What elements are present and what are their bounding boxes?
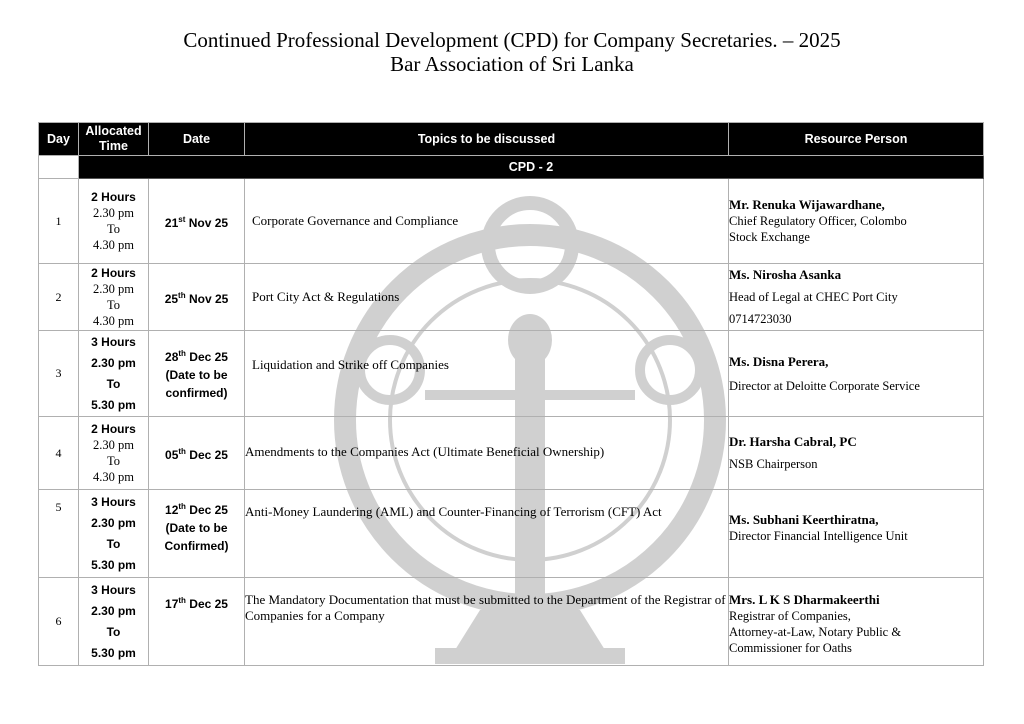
time-cell	[79, 578, 149, 666]
date-cell	[149, 179, 245, 264]
time-cell	[79, 490, 149, 578]
date-day: 25	[164, 291, 179, 306]
time-to: To	[106, 222, 120, 236]
person-cell	[729, 417, 984, 490]
section-blank-cell	[39, 156, 79, 179]
person-name: Dr. Harsha Cabral, PC	[729, 434, 857, 449]
time-hours: 3 Hours	[91, 334, 136, 349]
date-cell	[149, 264, 245, 331]
date-suffix: th	[178, 502, 186, 511]
day-cell: 1	[39, 179, 79, 264]
time-cell	[79, 417, 149, 490]
time-end: 5.30 pm	[91, 645, 136, 660]
column-header-allocated-time	[79, 123, 149, 156]
person-cell	[729, 578, 984, 666]
person-detail: Attorney-at-Law, Notary Public &	[729, 625, 902, 639]
person-name: Ms. Nirosha Asanka	[729, 267, 842, 282]
person-detail: 0714723030	[729, 312, 792, 326]
time-hours: 3 Hours	[91, 494, 136, 509]
cpd-schedule-table	[38, 122, 984, 666]
date-cell	[149, 331, 245, 417]
date-month: Dec 25	[185, 503, 228, 517]
time-end: 4.30 pm	[93, 314, 134, 328]
date-note: (Date to be	[165, 521, 228, 535]
date-suffix: th	[178, 290, 186, 300]
table-row	[39, 179, 984, 264]
person-cell	[729, 331, 984, 417]
table-row	[39, 578, 984, 666]
time-start: 2.30 pm	[93, 206, 134, 220]
time-hours: 2 Hours	[91, 190, 136, 204]
person-detail: Stock Exchange	[729, 230, 810, 244]
time-end: 4.30 pm	[93, 238, 134, 252]
date-cell	[149, 490, 245, 578]
table-row	[39, 417, 984, 490]
date-note: (Date to be	[165, 368, 228, 382]
column-header-topics: Topics to be discussed	[245, 123, 729, 156]
date-day: 21	[164, 215, 179, 230]
day-cell: 6	[39, 578, 79, 666]
time-hours: 2 Hours	[91, 266, 136, 280]
date-month: Nov 25	[185, 215, 229, 230]
time-hours: 2 Hours	[91, 422, 136, 436]
person-cell	[729, 264, 984, 331]
section-row	[39, 156, 984, 179]
section-label: CPD - 2	[79, 156, 984, 179]
time-cell	[79, 179, 149, 264]
date-month: Dec 25	[185, 597, 228, 611]
person-detail: Commissioner for Oaths	[729, 641, 852, 655]
date-suffix: th	[178, 446, 186, 456]
time-hours: 3 Hours	[91, 582, 136, 597]
date-cell	[149, 578, 245, 666]
column-header-time-line2: Time	[99, 139, 128, 153]
time-to: To	[106, 376, 121, 391]
person-name: Ms. Subhani Keerthiratna,	[729, 512, 879, 527]
time-start: 2.30 pm	[93, 438, 134, 452]
time-start: 2.30 pm	[91, 515, 136, 530]
time-end: 4.30 pm	[93, 470, 134, 484]
column-header-time-line1: Allocated	[85, 124, 142, 138]
time-to: To	[106, 536, 121, 551]
date-month: Nov 25	[185, 291, 229, 306]
date-suffix: th	[178, 596, 186, 605]
date-day: 05	[165, 447, 179, 462]
person-detail: Registrar of Companies,	[729, 609, 851, 623]
date-suffix: th	[178, 349, 186, 358]
column-header-date: Date	[149, 123, 245, 156]
person-cell	[729, 490, 984, 578]
topic-cell: Amendments to the Companies Act (Ultimate Beneficial Ownership)	[245, 417, 729, 490]
person-detail: Director Financial Intelligence Unit	[729, 529, 908, 543]
date-month: Dec 25	[185, 447, 228, 462]
time-start: 2.30 pm	[91, 355, 136, 370]
table-header-row	[39, 123, 984, 156]
date-note: confirmed)	[165, 386, 228, 400]
time-cell	[79, 331, 149, 417]
table-row	[39, 331, 984, 417]
person-name: Ms. Disna Perera,	[729, 353, 829, 369]
topic-cell: Liquidation and Strike off Companies	[245, 331, 729, 417]
person-detail: NSB Chairperson	[729, 457, 818, 471]
topic-cell: Corporate Governance and Compliance	[245, 179, 729, 264]
day-cell: 5	[39, 490, 79, 578]
time-to: To	[106, 298, 120, 312]
document-header	[0, 28, 1024, 76]
table-row	[39, 490, 984, 578]
time-to: To	[106, 454, 120, 468]
day-cell: 3	[39, 331, 79, 417]
time-start: 2.30 pm	[93, 282, 134, 296]
topic-cell: The Mandatory Documentation that must be submitted to the Department of the Registrar of Companies for a Company	[245, 578, 729, 666]
document-title: Continued Professional Development (CPD) for Company Secretaries. – 2025	[183, 28, 841, 52]
date-month: Dec 25	[185, 350, 228, 364]
person-name: Mr. Renuka Wijawardhane,	[729, 197, 885, 212]
person-detail: Chief Regulatory Officer, Colombo	[729, 214, 907, 228]
table-row	[39, 264, 984, 331]
person-detail: Director at Deloitte Corporate Service	[729, 378, 920, 393]
document-subtitle: Bar Association of Sri Lanka	[390, 52, 634, 76]
time-to: To	[106, 624, 121, 639]
person-cell	[729, 179, 984, 264]
date-cell	[149, 417, 245, 490]
person-name: Mrs. L K S Dharmakeerthi	[729, 592, 880, 607]
date-suffix: st	[178, 214, 186, 224]
time-end: 5.30 pm	[91, 397, 136, 412]
time-start: 2.30 pm	[91, 603, 136, 618]
time-end: 5.30 pm	[91, 557, 136, 572]
day-cell: 2	[39, 264, 79, 331]
column-header-resource-person: Resource Person	[729, 123, 984, 156]
date-day: 17	[165, 597, 179, 611]
person-detail: Head of Legal at CHEC Port City	[729, 290, 898, 304]
topic-cell: Anti-Money Laundering (AML) and Counter-Financing of Terrorism (CFT) Act	[245, 490, 729, 578]
column-header-day: Day	[39, 123, 79, 156]
date-day: 12	[165, 503, 179, 517]
date-note: Confirmed)	[164, 539, 229, 553]
topic-cell: Port City Act & Regulations	[245, 264, 729, 331]
day-cell: 4	[39, 417, 79, 490]
date-day: 28	[165, 350, 179, 364]
time-cell	[79, 264, 149, 331]
